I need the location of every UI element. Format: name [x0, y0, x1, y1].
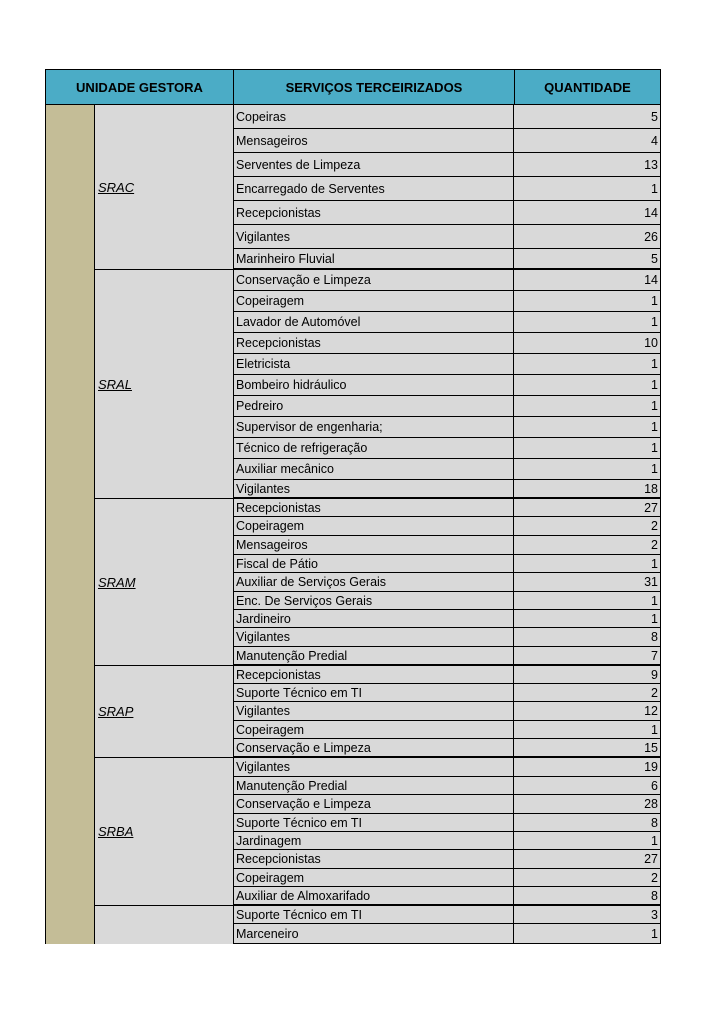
table-row [233, 438, 661, 459]
service-rows [233, 758, 661, 905]
table-row [233, 312, 661, 333]
table-row [233, 291, 661, 312]
table-body [45, 105, 661, 944]
table-row [233, 225, 661, 249]
quantity-cell: 6 [514, 777, 661, 795]
quantity-cell: 1 [514, 375, 661, 396]
table-row [233, 270, 661, 291]
service-name-cell: Suporte Técnico em TI [233, 814, 514, 832]
table-row [233, 201, 661, 225]
service-rows [233, 906, 661, 944]
table-row [233, 647, 661, 665]
quantity-cell: 1 [514, 555, 661, 573]
service-name-cell: Recepcionistas [233, 201, 514, 225]
service-name-cell: Supervisor de engenharia; [233, 417, 514, 438]
unit-cell [94, 906, 233, 944]
service-rows [233, 499, 661, 665]
unit-cell [94, 758, 233, 905]
quantity-cell: 1 [514, 291, 661, 312]
quantity-cell: 1 [514, 354, 661, 375]
unit-group [94, 906, 661, 944]
header-quantidade: QUANTIDADE [544, 79, 631, 95]
table-row [233, 555, 661, 573]
quantity-cell: 10 [514, 333, 661, 354]
service-name-cell: Recepcionistas [233, 850, 514, 869]
quantity-cell: 1 [514, 396, 661, 417]
quantity-cell: 5 [514, 105, 661, 129]
table-row [233, 869, 661, 887]
table-row [233, 417, 661, 438]
service-name-cell: Serventes de Limpeza [233, 153, 514, 177]
unit-cell [94, 105, 233, 269]
unit-label: SRBA [98, 824, 134, 839]
quantity-cell: 1 [514, 417, 661, 438]
quantity-cell: 7 [514, 647, 661, 665]
service-name-cell: Jardinagem [233, 832, 514, 850]
table-row [233, 573, 661, 592]
service-name-cell: Copeiragem [233, 869, 514, 887]
service-name-cell: Vigilantes [233, 225, 514, 249]
quantity-cell: 1 [514, 721, 661, 739]
table-row [233, 906, 661, 924]
quantity-cell: 1 [514, 177, 661, 201]
quantity-cell: 1 [514, 312, 661, 333]
service-name-cell: Eletricista [233, 354, 514, 375]
table-row [233, 832, 661, 850]
service-name-cell: Manutenção Predial [233, 777, 514, 795]
quantity-cell: 5 [514, 249, 661, 269]
service-name-cell: Vigilantes [233, 758, 514, 777]
service-name-cell: Conservação e Limpeza [233, 739, 514, 757]
quantity-cell: 27 [514, 850, 661, 869]
service-name-cell: Suporte Técnico em TI [233, 684, 514, 702]
table-row [233, 499, 661, 517]
service-name-cell: Marceneiro [233, 924, 514, 944]
quantity-cell: 14 [514, 270, 661, 291]
table-row [233, 177, 661, 201]
quantity-cell: 2 [514, 536, 661, 555]
table-row [233, 592, 661, 610]
table-row [233, 480, 661, 498]
unit-group [94, 499, 661, 666]
quantity-cell: 31 [514, 573, 661, 592]
quantity-cell: 26 [514, 225, 661, 249]
unit-groups [94, 105, 661, 944]
service-name-cell: Mensageiros [233, 129, 514, 153]
table-row [233, 924, 661, 944]
quantity-cell: 2 [514, 517, 661, 536]
service-name-cell: Conservação e Limpeza [233, 270, 514, 291]
service-name-cell: Mensageiros [233, 536, 514, 555]
quantity-cell: 1 [514, 592, 661, 610]
service-name-cell: Manutenção Predial [233, 647, 514, 665]
quantity-cell: 3 [514, 906, 661, 924]
unit-cell [94, 666, 233, 757]
table-row [233, 396, 661, 417]
unit-label: SRAC [98, 179, 135, 195]
table-row [233, 375, 661, 396]
table-header [45, 69, 661, 105]
quantity-cell: 1 [514, 610, 661, 628]
unit-label: SRAL [98, 376, 132, 392]
table-row [233, 249, 661, 269]
service-name-cell: Copeiras [233, 105, 514, 129]
table-row [233, 536, 661, 555]
header-servicos-terceirizados: SERVIÇOS TERCEIRIZADOS [234, 70, 515, 104]
table-row [233, 333, 661, 354]
service-rows [233, 270, 661, 498]
unit-cell [94, 270, 233, 498]
unit-group [94, 758, 661, 906]
table-row [233, 814, 661, 832]
table-row [233, 721, 661, 739]
unit-group [94, 270, 661, 499]
unidade-color-band [45, 105, 94, 944]
quantity-cell: 1 [514, 459, 661, 480]
unit-label: SRAM [98, 574, 136, 590]
service-name-cell: Técnico de refrigeração [233, 438, 514, 459]
table-row [233, 887, 661, 905]
service-name-cell: Pedreiro [233, 396, 514, 417]
table-row [233, 777, 661, 795]
service-name-cell: Jardineiro [233, 610, 514, 628]
unit-cell [94, 499, 233, 665]
table-row [233, 459, 661, 480]
table-row [233, 795, 661, 814]
quantity-cell: 19 [514, 758, 661, 777]
service-name-cell: Copeiragem [233, 721, 514, 739]
service-name-cell: Copeiragem [233, 517, 514, 536]
quantity-cell: 8 [514, 814, 661, 832]
table-row [233, 517, 661, 536]
table-row [233, 153, 661, 177]
quantity-cell: 2 [514, 869, 661, 887]
service-name-cell: Enc. De Serviços Gerais [233, 592, 514, 610]
service-name-cell: Lavador de Automóvel [233, 312, 514, 333]
quantity-cell: 18 [514, 480, 661, 498]
unit-group [94, 666, 661, 758]
service-name-cell: Copeiragem [233, 291, 514, 312]
table-row [233, 666, 661, 684]
table-row [233, 739, 661, 757]
table-row [233, 610, 661, 628]
service-name-cell: Recepcionistas [233, 333, 514, 354]
quantity-cell: 8 [514, 628, 661, 647]
table-row [233, 354, 661, 375]
quantity-cell: 9 [514, 666, 661, 684]
table-row [233, 850, 661, 869]
service-name-cell: Encarregado de Serventes [233, 177, 514, 201]
quantity-cell: 12 [514, 702, 661, 721]
unit-label: SRAP [98, 704, 134, 719]
services-table [45, 69, 661, 944]
service-rows [233, 105, 661, 269]
service-name-cell: Recepcionistas [233, 666, 514, 684]
quantity-cell: 1 [514, 924, 661, 944]
quantity-cell: 14 [514, 201, 661, 225]
service-name-cell: Auxiliar de Serviços Gerais [233, 573, 514, 592]
table-row [233, 758, 661, 777]
quantity-cell: 15 [514, 739, 661, 757]
service-name-cell: Auxiliar mecânico [233, 459, 514, 480]
unit-group [94, 105, 661, 270]
quantity-cell: 28 [514, 795, 661, 814]
table-row [233, 702, 661, 721]
table-row [233, 684, 661, 702]
service-name-cell: Suporte Técnico em TI [233, 906, 514, 924]
table-row [233, 105, 661, 129]
quantity-cell: 4 [514, 129, 661, 153]
table-row [233, 628, 661, 647]
quantity-cell: 1 [514, 438, 661, 459]
quantity-cell: 2 [514, 684, 661, 702]
service-name-cell: Conservação e Limpeza [233, 795, 514, 814]
quantity-cell: 13 [514, 153, 661, 177]
header-unidade-gestora: UNIDADE GESTORA [46, 70, 234, 104]
service-name-cell: Vigilantes [233, 480, 514, 498]
quantity-cell: 8 [514, 887, 661, 905]
quantity-cell: 1 [514, 832, 661, 850]
table-row [233, 129, 661, 153]
service-name-cell: Bombeiro hidráulico [233, 375, 514, 396]
service-rows [233, 666, 661, 757]
service-name-cell: Vigilantes [233, 702, 514, 721]
service-name-cell: Recepcionistas [233, 499, 514, 517]
service-name-cell: Fiscal de Pátio [233, 555, 514, 573]
service-name-cell: Vigilantes [233, 628, 514, 647]
quantity-cell: 27 [514, 499, 661, 517]
service-name-cell: Auxiliar de Almoxarifado [233, 887, 514, 905]
service-name-cell: Marinheiro Fluvial [233, 249, 514, 269]
